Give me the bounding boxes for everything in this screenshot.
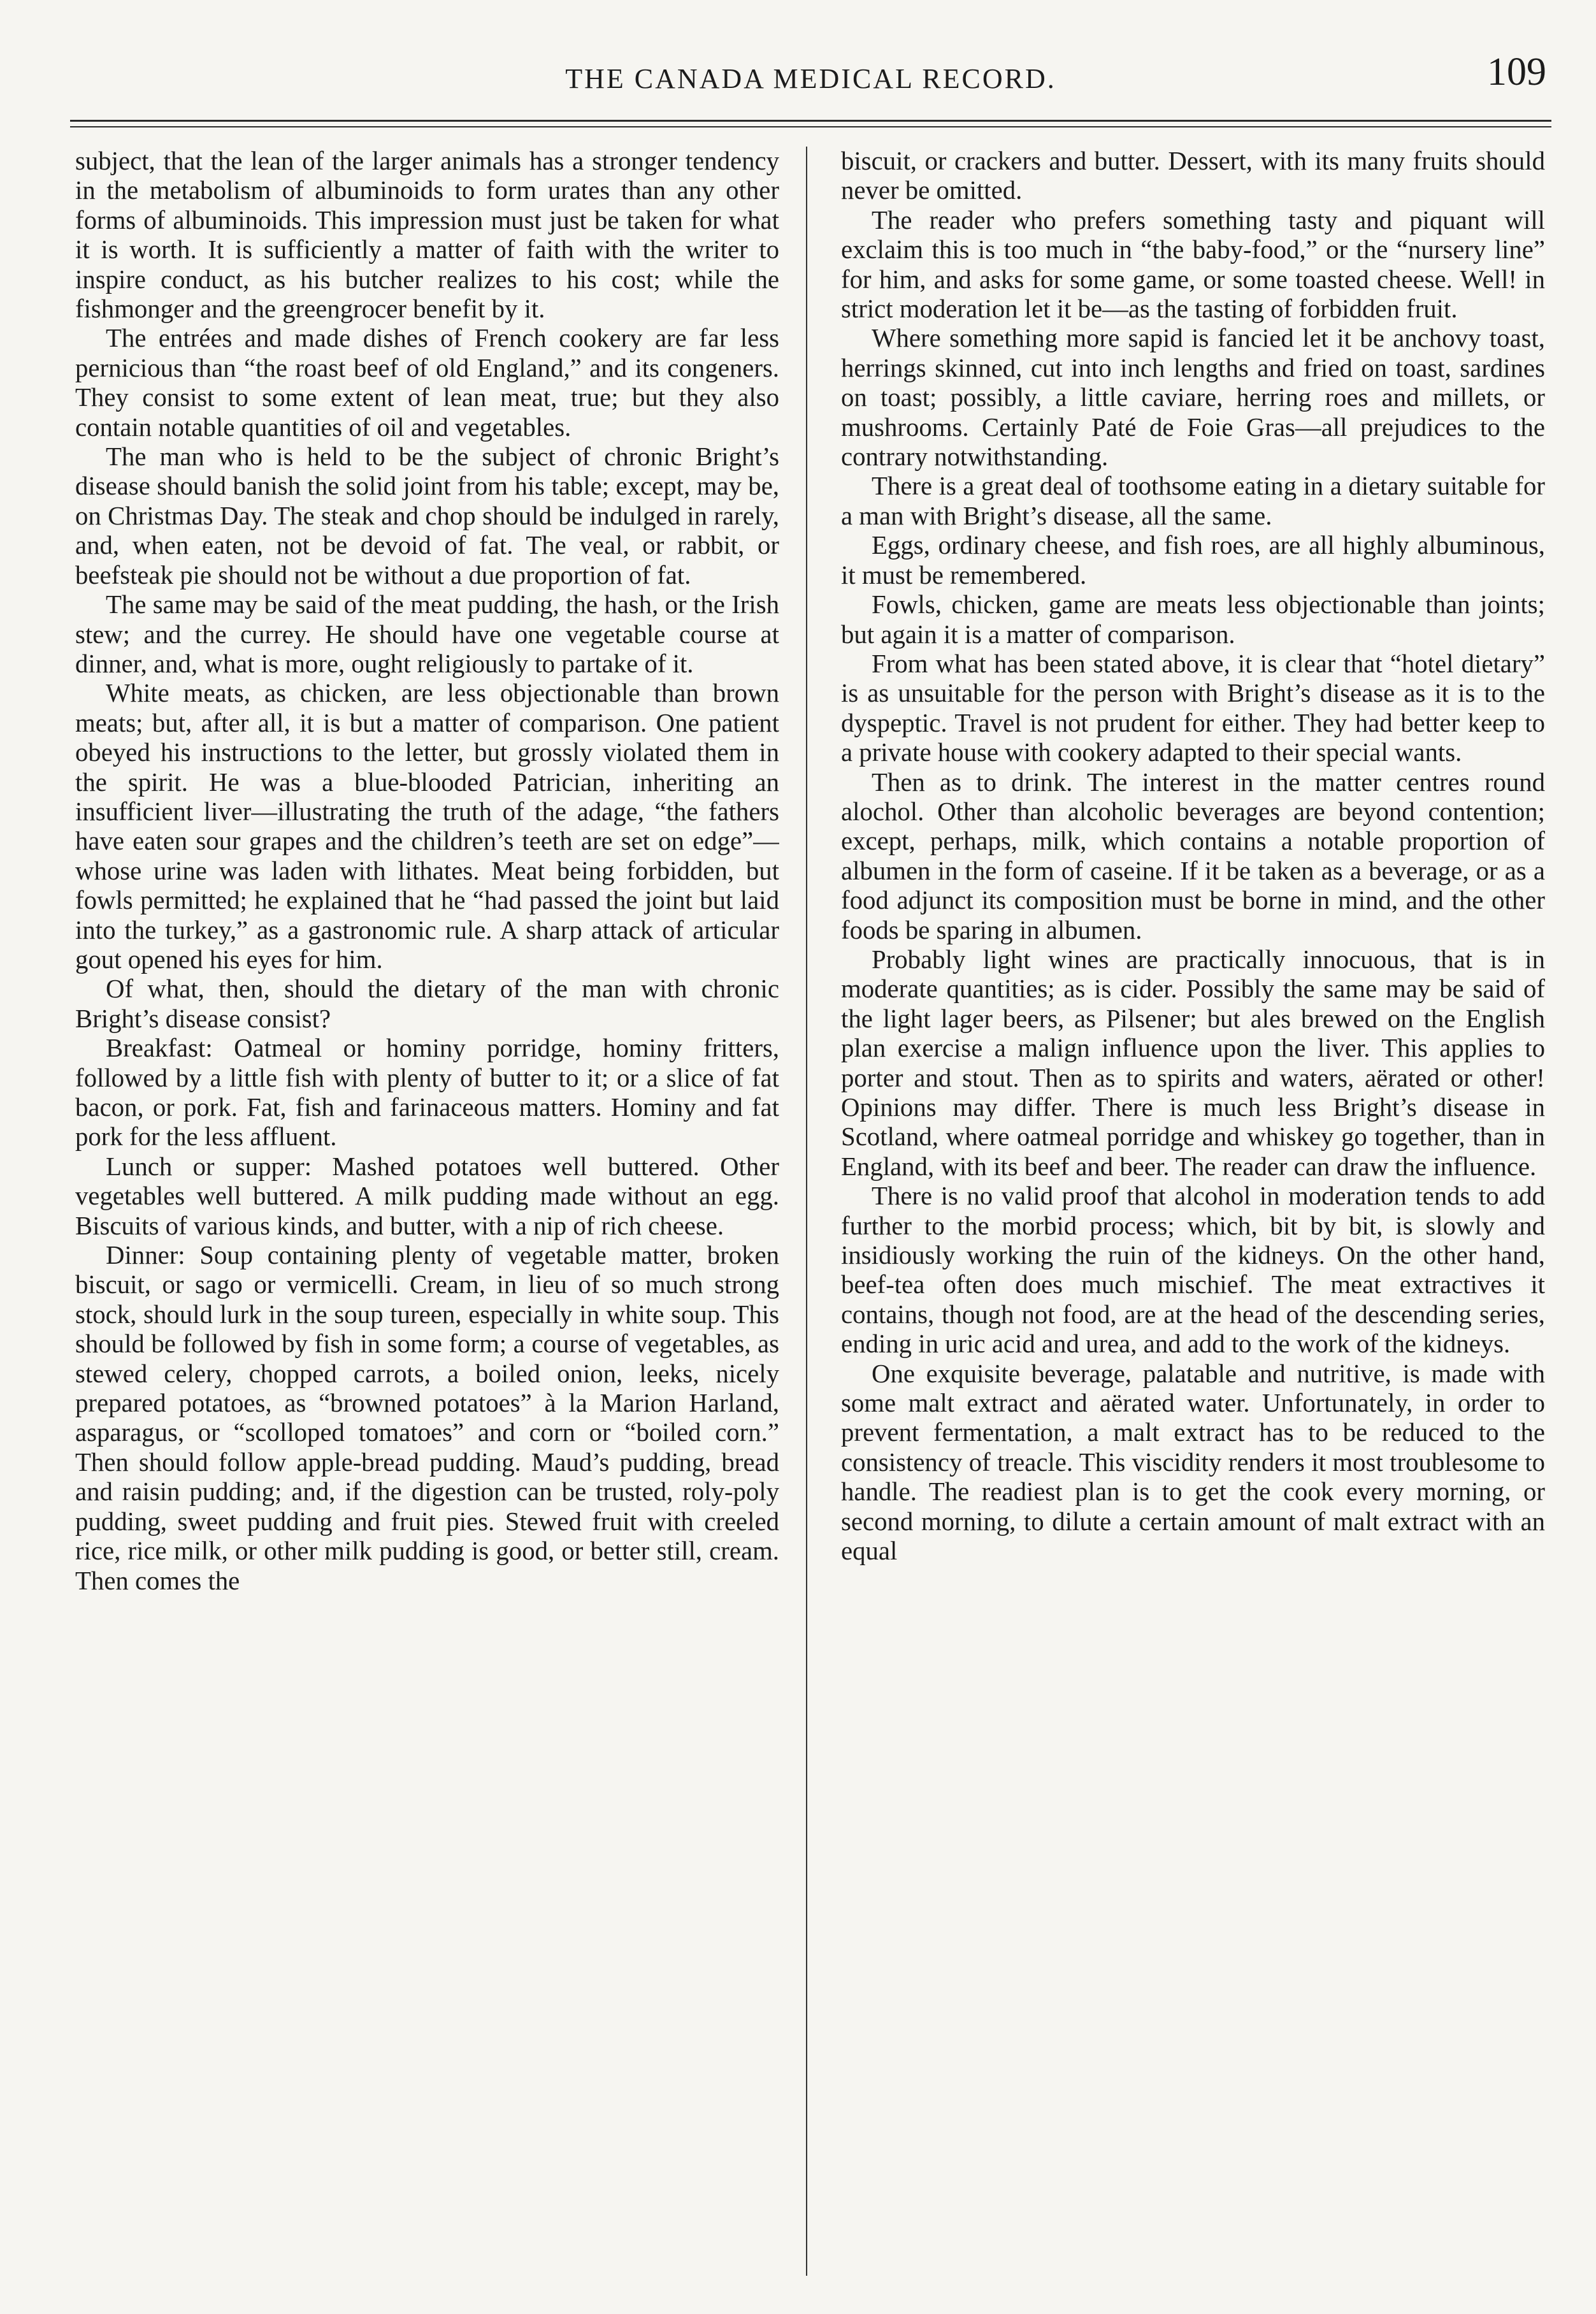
header-rule bbox=[70, 120, 1551, 122]
paragraph: The reader who prefers something tasty and piquant will exclaim this is too much in “the baby-food,” or the “nursery line” for him, and asks for some game, or some toasted cheese. Well! in strict moderation let it be—as the tasting of forbidden fruit. bbox=[841, 205, 1545, 324]
paragraph: Where something more sapid is fancied let it be anchovy toast, herrings skinned, cut into inch lengths and fried on toast, sardines on toast; possibly, a little caviare, herring roes and millets, or mushrooms. Certainly Paté de Foie Gras—all prejudices to the contrary notwithstanding. bbox=[841, 324, 1545, 472]
paragraph: Of what, then, should the dietary of the man with chronic Bright’s disease consist? bbox=[75, 974, 779, 1033]
right-column bbox=[841, 147, 1545, 2276]
paragraph: One exquisite beverage, palatable and nutritive, is made with some malt extract and aërated water. Unfortunately, in order to prevent fermentation, a malt extract has to be reduced to the consistency of treacle. This viscidity renders it most troublesome to handle. The readiest plan is to get the cook every morning, or second morning, to dilute a certain amount of malt extract with an equal bbox=[841, 1359, 1545, 1566]
column-divider bbox=[806, 147, 807, 2276]
paragraph: There is a great deal of toothsome eating in a dietary suitable for a man with Bright’s disease, all the same. bbox=[841, 472, 1545, 530]
paragraph: There is no valid proof that alcohol in moderation tends to add further to the morbid process; which, bit by bit, is slowly and insidiously working the ruin of the kidneys. On the other hand, beef-tea often does much mischief. The meat extractives it contains, though not food, are at the head of the descending series, ending in uric acid and urea, and add to the work of the kidneys. bbox=[841, 1182, 1545, 1359]
paragraph: Fowls, chicken, game are meats less objectionable than joints; but again it is a matter of comparison. bbox=[841, 590, 1545, 649]
running-header bbox=[70, 38, 1551, 102]
paragraph: The man who is held to be the subject of chronic Bright’s disease should banish the solid joint from his table; except, may be, on Christmas Day. The steak and chop should be indulged in rarely, and, when eaten, not be devoid of fat. The veal, or rabbit, or beefsteak pie should not be without a due proportion of fat. bbox=[75, 442, 779, 589]
paragraph: From what has been stated above, it is clear that “hotel dietary” is as unsuitable for the person with Bright’s disease as it is to the dyspeptic. Travel is not prudent for either. They had better keep to a private house with cookery adapted to their special wants. bbox=[841, 649, 1545, 767]
left-column bbox=[75, 147, 779, 2276]
page-number: 109 bbox=[1487, 50, 1546, 94]
paragraph: The same may be said of the meat pudding, the hash, or the Irish stew; and the currey. He should have one vegetable course at dinner, and, what is more, ought religiously to partake of it. bbox=[75, 590, 779, 678]
paragraph: subject, that the lean of the larger animals has a stronger tendency in the metabolism of albuminoids to form urates than any other forms of albuminoids. This impression must just be taken for what it is worth. It is sufficiently a matter of faith with the writer to inspire conduct, as his butcher realizes to his cost; while the fishmonger and the greengrocer benefit by it. bbox=[75, 147, 779, 324]
running-title: THE CANADA MEDICAL RECORD. bbox=[565, 63, 1056, 94]
paragraph: Dinner: Soup containing plenty of vegetable matter, broken biscuit, or sago or vermicelli. Cream, in lieu of so much strong stock, should lurk in the soup tureen, especially in white soup. This should be followed by fish in some form; a course of vegetables, as stewed celery, chopped carrots, a boiled onion, leeks, nicely prepared potatoes, as “browned potatoes” à la Marion Harland, asparagus, or “scolloped tomatoes” and corn or “boiled corn.” Then should follow apple-bread pudding. Maud’s pudding, bread and raisin pudding; and, if the digestion can be trusted, roly-poly pudding, sweet pudding and fruit pies. Stewed fruit with creeled rice, rice milk, or other milk pudding is good, or better still, cream. Then comes the bbox=[75, 1241, 779, 1595]
paragraph: biscuit, or crackers and butter. Dessert, with its many fruits should never be omitted. bbox=[841, 147, 1545, 205]
paragraph: White meats, as chicken, are less objectionable than brown meats; but, after all, it is but a matter of comparison. One patient obeyed his instructions to the letter, but grossly violated them in the spirit. He was a blue-blooded Patrician, inheriting an insufficient liver—illustrating the truth of the adage, “the fathers have eaten sour grapes and the children’s teeth are set on edge”—whose urine was laden with lithates. Meat being forbidden, but fowls permitted; he explained that he “had passed the joint but laid into the turkey,” as a gastronomic rule. A sharp attack of articular gout opened his eyes for him. bbox=[75, 679, 779, 974]
text-columns bbox=[75, 147, 1545, 2276]
paragraph: Then as to drink. The interest in the matter centres round alochol. Other than alcoholic beverages are beyond contention; except, perhaps, milk, which contains a notable proportion of albumen in the form of caseine. If it be taken as a beverage, or as a food adjunct its composition must be borne in mind, and the other foods be sparing in albumen. bbox=[841, 767, 1545, 944]
paragraph: The entrées and made dishes of French cookery are far less pernicious than “the roast beef of old England,” and its congeners. They consist to some extent of lean meat, true; but they also contain notable quantities of oil and vegetables. bbox=[75, 324, 779, 442]
paragraph: Breakfast: Oatmeal or hominy porridge, hominy fritters, followed by a little fish with plenty of butter to it; or a slice of fat bacon, or pork. Fat, fish and farinaceous matters. Hominy and fat pork for the less affluent. bbox=[75, 1034, 779, 1152]
paragraph: Lunch or supper: Mashed potatoes well buttered. Other vegetables well buttered. A milk pudding made without an egg. Biscuits of various kinds, and butter, with a nip of rich cheese. bbox=[75, 1152, 779, 1240]
paragraph: Eggs, ordinary cheese, and fish roes, are all highly albuminous, it must be remembered. bbox=[841, 531, 1545, 589]
header-rule-thin bbox=[70, 126, 1551, 127]
paragraph: Probably light wines are practically innocuous, that is in moderate quantities; as is cider. Possibly the same may be said of the light lager beers, as Pilsener; but ales brewed on the English plan exercise a malign influence upon the liver. This applies to porter and stout. Then as to spirits and waters, aërated or other! Opinions may differ. There is much less Bright’s disease in Scotland, where oatmeal porridge and whiskey go together, than in England, with its beef and beer. The reader can draw the influence. bbox=[841, 944, 1545, 1181]
